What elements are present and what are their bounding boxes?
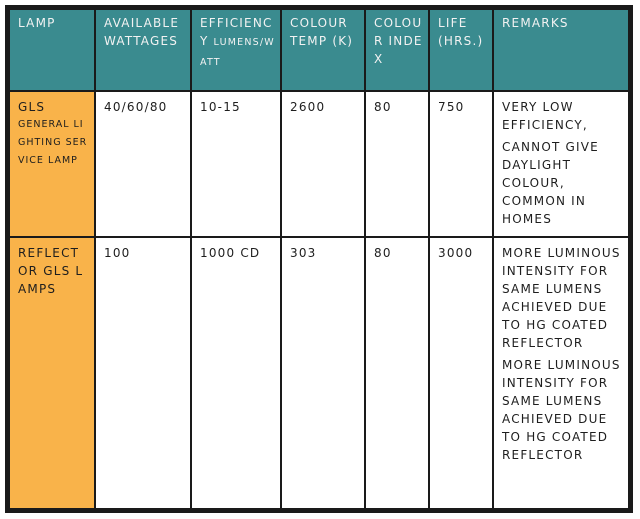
- table-row: [9, 91, 629, 237]
- remark-line: CANNOT GIVE DAYLIGHT COLOUR, COMMON IN HOMES: [502, 140, 599, 226]
- header-remarks: REMARKS: [493, 9, 629, 91]
- colour-index-cell: 80: [365, 237, 429, 509]
- lamp-title: GLS: [18, 100, 46, 114]
- lamp-subtitle: GENERAL LIGHTING SERVICE LAMP: [18, 119, 88, 166]
- lamp-comparison-table: [8, 8, 630, 510]
- remarks-cell: [493, 237, 629, 509]
- colour-index-cell: 80: [365, 91, 429, 237]
- header-row: [9, 9, 629, 91]
- header-efficiency-unit: LUMENS/WATT: [200, 37, 275, 68]
- life-cell: 3000: [429, 237, 493, 509]
- remark-line: VERY LOW EFFICIENCY,: [502, 100, 588, 132]
- header-life: LIFE (HRS.): [429, 9, 493, 91]
- lamp-cell: [9, 91, 95, 237]
- colour-temp-cell: 2600: [281, 91, 365, 237]
- wattage-cell: 40/60/80: [95, 91, 191, 237]
- remark-line: MORE LUMINOUS INTENSITY FOR SAME LUMENS ACHIEVED DUE TO HG COATED REFLECTOR: [502, 246, 621, 350]
- lamp-title: REFLECTOR GLS LAMPS: [18, 246, 84, 296]
- table-row: [9, 237, 629, 509]
- header-colour-temp: COLOUR TEMP (K): [281, 9, 365, 91]
- remark-line: MORE LUMINOUS INTENSITY FOR SAME LUMENS ACHIEVED DUE TO HG COATED REFLECTOR: [502, 358, 621, 462]
- header-lamp: LAMP: [9, 9, 95, 91]
- header-colour-index: COLOUR INDEX: [365, 9, 429, 91]
- life-cell: 750: [429, 91, 493, 237]
- remarks-cell: [493, 91, 629, 237]
- efficiency-cell: 10-15: [191, 91, 281, 237]
- efficiency-cell: 1000 CD: [191, 237, 281, 509]
- header-efficiency: [191, 9, 281, 91]
- header-efficiency-label: EFFICIENCY: [200, 16, 273, 48]
- lamp-cell: [9, 237, 95, 509]
- header-wattage: AVAILABLE WATTAGES: [95, 9, 191, 91]
- lamp-comparison-frame: [5, 5, 633, 513]
- colour-temp-cell: 303: [281, 237, 365, 509]
- wattage-cell: 100: [95, 237, 191, 509]
